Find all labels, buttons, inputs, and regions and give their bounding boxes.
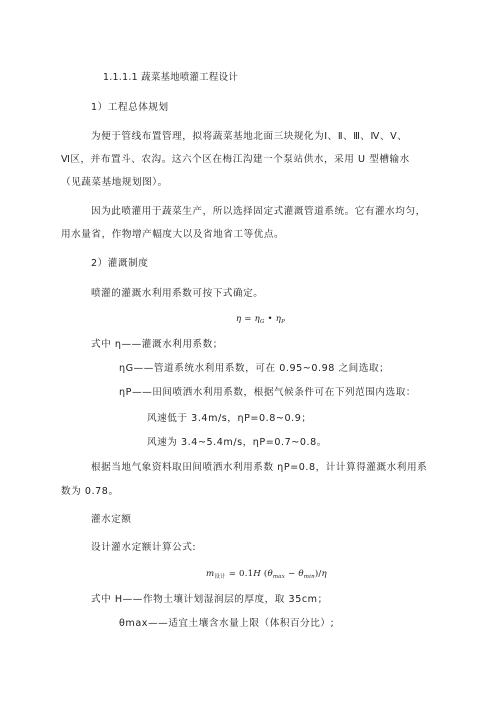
formula-equals: = (241, 314, 255, 324)
wind-speed-range-2: 风速为 3.4~5.4m/s，ηP=0.7~0.8。 (147, 437, 327, 448)
formula-minus: − (285, 569, 299, 579)
formula-close-paren: )/ (314, 569, 322, 579)
formula-irrigation-quota (206, 568, 327, 583)
formula-eta: η (236, 314, 242, 324)
paragraph-4-line-2: 数为 0.78。 (61, 486, 119, 497)
where-h: 式中 H——作物土壤计划湿润层的厚度，取 35cm； (91, 594, 328, 605)
formula-eta-divisor: η (321, 569, 327, 579)
paragraph-2-line-2: 用水量省，作物增产幅度大以及省地省工等优点。 (61, 229, 285, 240)
formula-eta-p: η (275, 314, 282, 324)
paragraph-1-line-2: Ⅵ区，并布置斗、农沟。这六个区在梅江沟建一个泵站供水，采用 U 型槽输水 (61, 154, 410, 165)
formula-multiply: • (264, 314, 276, 324)
paragraph-3: 喷灌的灌溉水利用系数可按下式确定。 (91, 288, 264, 299)
formula-eta-g-subscript: G (259, 319, 265, 325)
section-1-title: 1）工程总体规划 (91, 102, 169, 113)
formula-eta-p-subscript: P (281, 319, 285, 325)
paragraph-5: 设计灌水定额计算公式: (91, 542, 197, 553)
theta-max-definition: θmax——适宜土壤含水量上限（体积百分比）; (119, 618, 335, 629)
paragraph-4-line-1: 根据当地气象资料取田间喷洒水利用系数 ηP=0.8，计计算得灌溉水利用系 (91, 462, 428, 473)
section-heading: 1.1.1.1 蔬菜基地喷灌工程设计 (103, 72, 238, 83)
formula-theta-max-subscript: max (272, 574, 286, 580)
formula-water-use-coefficient (236, 313, 285, 328)
formula-theta-max: θ (267, 569, 273, 579)
formula-theta-min: θ (298, 569, 304, 579)
eta-p-definition: ηP——田间喷洒水利用系数，根据气候条件可在下列范围内选取： (119, 387, 416, 398)
paragraph-1-line-3: （见蔬菜基地规划图）。 (61, 177, 168, 188)
where-eta: 式中 η——灌溉水利用系数； (91, 339, 223, 350)
paragraph-1-line-1: 为便于管线布置管理，拟将蔬菜基地北面三块规化为Ⅰ、Ⅱ、Ⅲ、Ⅳ、Ⅴ、 (91, 131, 408, 142)
wind-speed-range-1: 风速低于 3.4m/s，ηP=0.8~0.9； (147, 413, 312, 424)
formula-theta-min-subscript: min (303, 574, 315, 580)
irrigation-quota-title: 灌水定额 (91, 514, 132, 525)
eta-g-definition: ηG——管道系统水利用系数，可在 0.95~0.98 之间选取； (119, 363, 390, 374)
formula-m: m (206, 569, 215, 579)
section-2-title: 2）灌溉制度 (91, 258, 149, 269)
formula-eta-g: η (254, 314, 260, 324)
paragraph-2-line-1: 因为此喷灌用于蔬菜生产，所以选择固定式灌溉管道系统。它有灌水均匀， (91, 206, 426, 217)
formula-coefficient: = 0.1 (225, 569, 254, 579)
formula-m-subscript: 设计 (214, 574, 226, 580)
formula-open-paren: ( (261, 569, 268, 579)
formula-h: H (253, 569, 261, 579)
